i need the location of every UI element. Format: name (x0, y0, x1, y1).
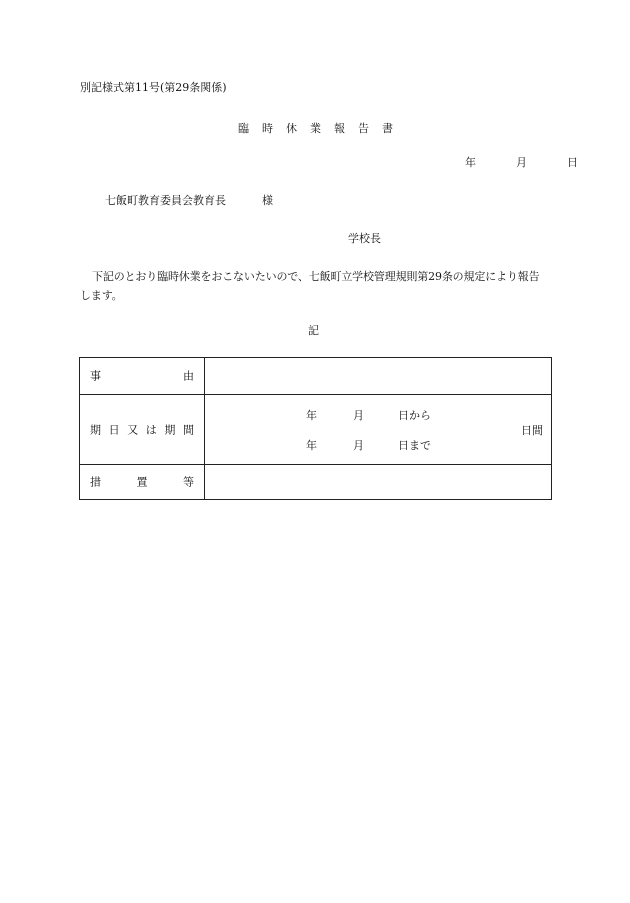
table-row-reason (80, 358, 552, 395)
table-row-measures (80, 465, 552, 500)
title-char: 業 (310, 122, 321, 135)
measures-label-char: 等 (183, 475, 194, 489)
to-day: 日まで (398, 439, 431, 452)
recipient-honorific: 様 (262, 194, 273, 207)
report-table (79, 357, 552, 500)
title-char: 書 (382, 122, 393, 135)
ki-heading: 記 (308, 324, 319, 337)
reason-label-char: 事 (90, 369, 101, 383)
period-label-char: 日 (108, 423, 120, 436)
period-label-char: は (145, 423, 157, 436)
to-month: 月 (353, 439, 364, 452)
period-label-char: 期 (164, 423, 176, 436)
table-row-period (80, 395, 552, 465)
recipient-line (105, 195, 273, 206)
period-value-cell[interactable] (205, 395, 552, 465)
period-label-char: 間 (182, 423, 194, 436)
title-char: 臨 (238, 122, 249, 135)
from-year: 年 (306, 409, 317, 422)
date-month: 月 (516, 156, 527, 169)
reason-label-cell (80, 358, 205, 395)
form-number-label: 別記様式第11号(第29条関係) (80, 81, 227, 94)
title-char: 報 (334, 122, 345, 135)
title-char: 休 (286, 122, 297, 135)
reason-value-cell[interactable] (205, 358, 552, 395)
recipient-name: 七飯町教育委員会教育長 (105, 194, 226, 207)
measures-label-cell (80, 465, 205, 500)
date-line (465, 157, 578, 168)
period-label-char: 期 (90, 423, 101, 436)
period-days: 日間 (521, 424, 543, 437)
sender-title: 学校長 (348, 232, 381, 245)
period-label-cell (80, 395, 205, 465)
reason-label-char: 由 (183, 369, 194, 383)
to-year: 年 (306, 439, 317, 452)
date-year: 年 (465, 156, 476, 169)
document-title (238, 123, 393, 134)
title-char: 時 (262, 122, 273, 135)
measures-label-char: 置 (136, 475, 148, 489)
body-paragraph: 下記のとおり臨時休業をおこないたいので、七飯町立学校管理規則第29条の規定により報告します。 (80, 270, 540, 302)
title-char: 告 (358, 122, 369, 135)
from-day: 日から (398, 409, 431, 422)
measures-label-char: 措 (90, 475, 101, 489)
from-month: 月 (353, 409, 364, 422)
period-label-char: 又 (127, 423, 139, 436)
measures-value-cell[interactable] (205, 465, 552, 500)
date-day: 日 (567, 156, 578, 169)
